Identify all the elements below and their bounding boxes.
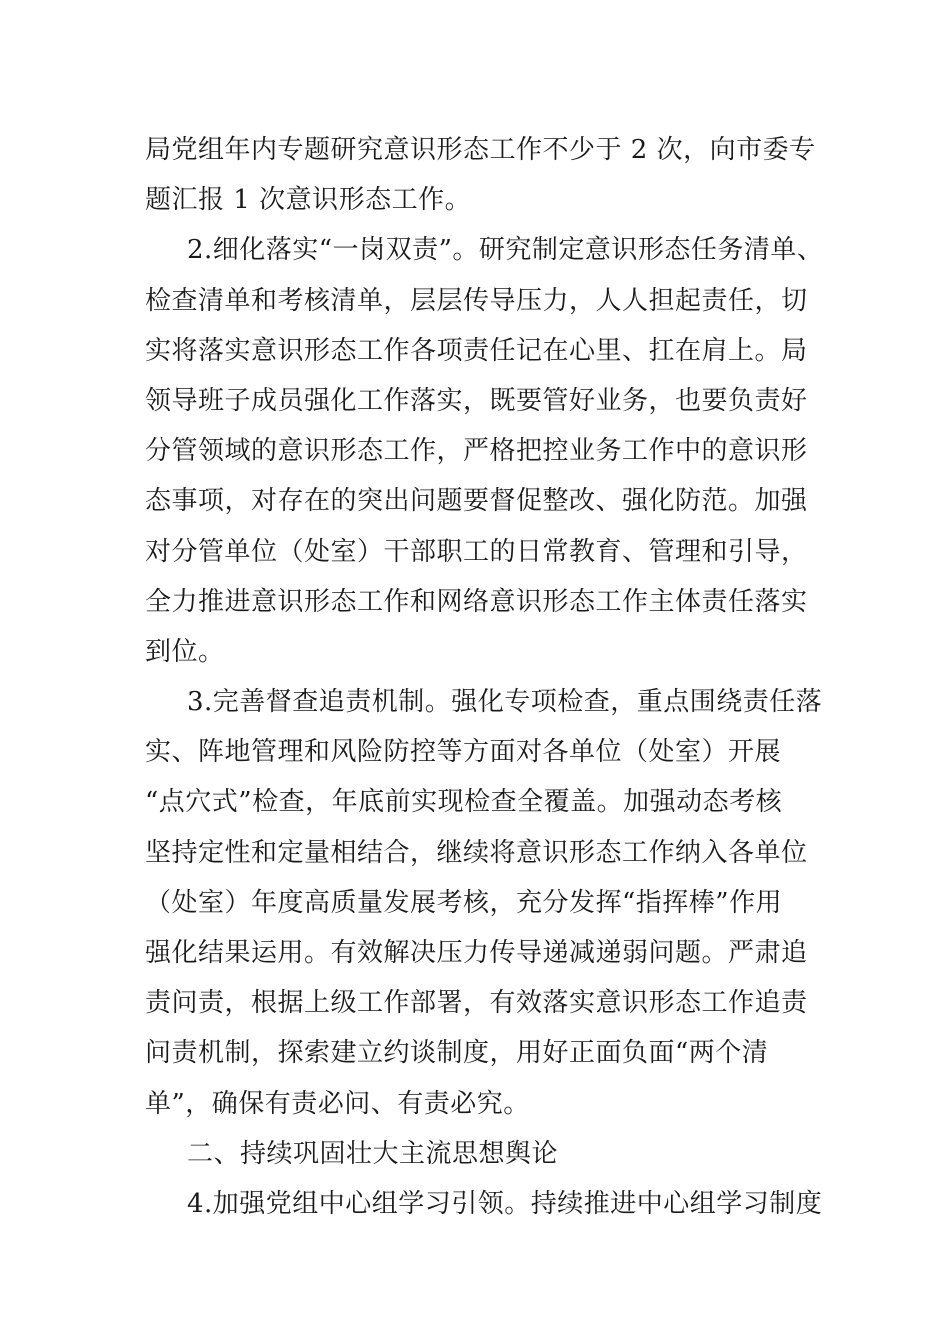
text-line: 强化结果运用。有效解决压力传导递减递弱问题。严肃追: [145, 938, 808, 968]
text-line: 检查清单和考核清单，层层传导压力，人人担起责任，切: [145, 285, 808, 316]
text-line: 责问责，根据上级工作部署，有效落实意识形态工作追责: [145, 988, 808, 1019]
text-line: 领导班子成员强化工作落实，既要管好业务，也要负责好: [145, 385, 808, 416]
paragraph-heading-4: 4.加强党组中心组学习引领。持续推进中心组学习制度: [187, 1188, 823, 1219]
text-line: 对分管单位（处室）干部职工的日常教育、管理和引导，: [145, 536, 808, 567]
text-line: 局党组年内专题研究意识形态工作不少于 2 次，向市委专: [145, 135, 816, 165]
text-line: （处室）年度高质量发展考核，充分发挥“指挥棒”作用: [145, 887, 783, 918]
text-line: “点穴式”检查，年底前实现检查全覆盖。加强动态考核: [145, 787, 783, 818]
text-line: 分管领域的意识形态工作，严格把控业务工作中的意识形: [145, 436, 808, 467]
text-line: 实、阵地管理和风险防控等方面对各单位（处室）开展: [145, 737, 782, 768]
text-line: 全力推进意识形态工作和网络意识形态工作主体责任落实: [145, 586, 808, 617]
text-line: 到位。: [145, 636, 225, 667]
paragraph-heading-2: 2.细化落实“一岗双责”。研究制定意识形态任务清单、: [187, 235, 824, 266]
text-line: 态事项，对存在的突出问题要督促整改、强化防范。加强: [145, 486, 808, 517]
text-line: 单”，确保有责必问、有责必究。: [145, 1088, 530, 1119]
text-line: 实将落实意识形态工作各项责任记在心里、扛在肩上。局: [145, 335, 808, 366]
paragraph-heading-3: 3.完善督查追责机制。强化专项检查，重点围绕责任落: [187, 687, 823, 718]
document-body: [145, 125, 825, 1229]
text-line: 题汇报 1 次意识形态工作。: [145, 185, 472, 216]
text-line: 问责机制，探索建立约谈制度，用好正面负面“两个清: [145, 1038, 769, 1069]
section-heading: 二、持续巩固壮大主流思想舆论: [187, 1138, 559, 1169]
text-line: 坚持定性和定量相结合，继续将意识形态工作纳入各单位: [145, 837, 808, 868]
